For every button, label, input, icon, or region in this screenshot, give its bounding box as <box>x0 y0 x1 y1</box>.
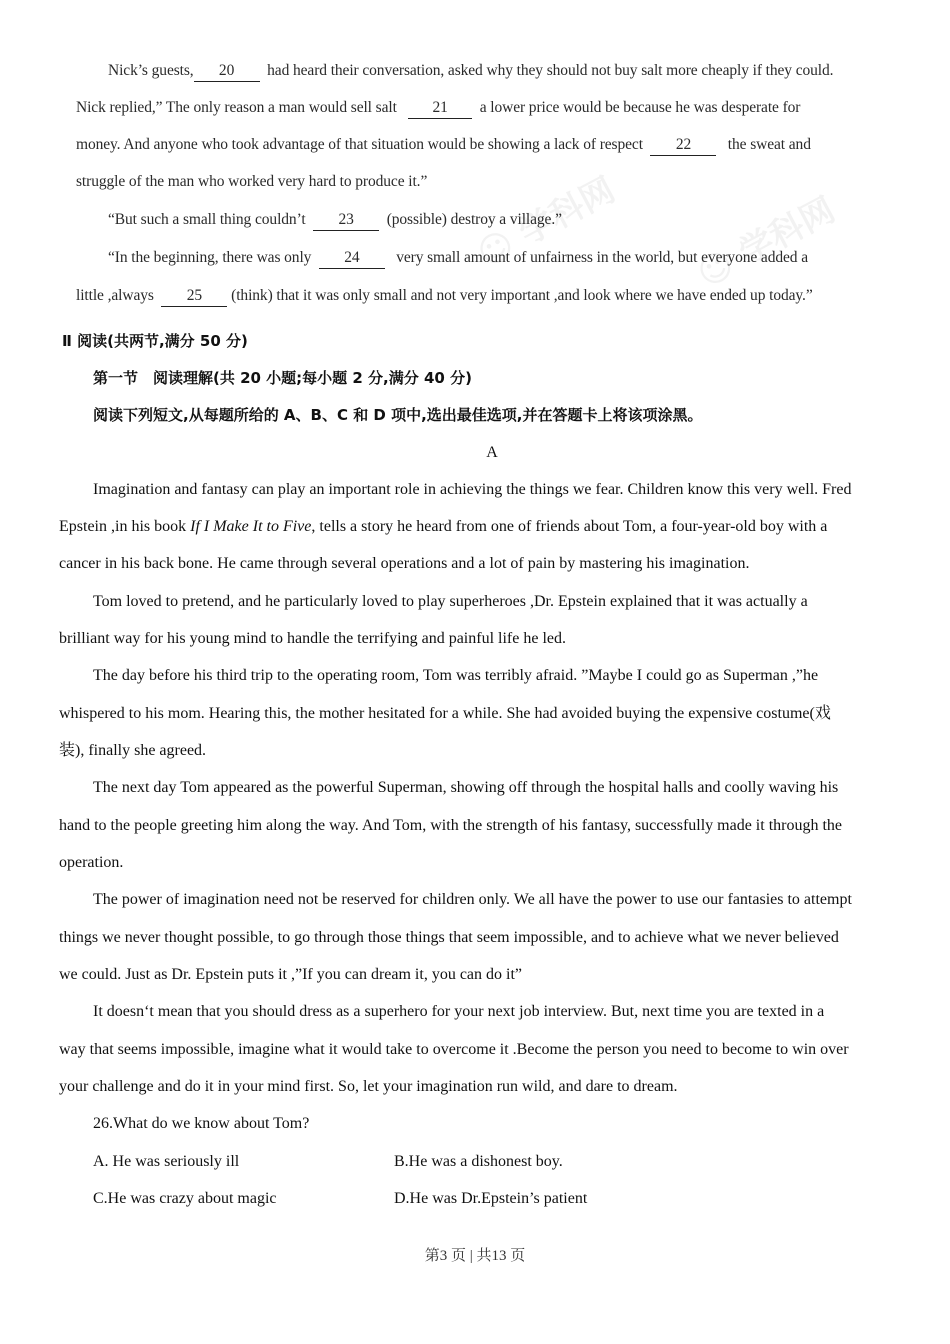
passage-line: 装), finally she agreed. <box>59 742 207 759</box>
passage-line: Epstein ,in his book If I Make It to Five, tells a story he heard from one of friends about Tom, a four-year-old boy with a <box>59 518 828 535</box>
passage-line: brilliant way for his young mind to handle the terrifying and painful life he led. <box>59 630 566 647</box>
cloze-line: Nick’s guests, 20 had heard their conversation, asked why they should not buy salt more cheaply if they could. <box>108 61 833 82</box>
passage-line: your challenge and do it in your mind first. So, let your imagination run wild, and dare to dream. <box>59 1078 678 1095</box>
section-subheading: 第一节 阅读理解(共 20 小题;每小题 2 分,满分 40 分) <box>93 369 472 387</box>
passage-title: A <box>486 444 498 461</box>
cloze-line: “But such a small thing couldn’t 23 (possible) destroy a village.” <box>108 210 562 231</box>
passage-line: The day before his third trip to the operating room, Tom was terribly afraid. ”Maybe I could go as Superman ,”he <box>93 667 819 684</box>
section-heading: Ⅱ 阅读(共两节,满分 50 分) <box>62 332 248 350</box>
page-footer: 第3 页 | 共13 页 <box>424 1248 526 1264</box>
option-b[interactable]: B.He was a dishonest boy. <box>394 1153 563 1170</box>
book-title: If I Make It to Five <box>190 518 312 535</box>
section-instruction: 阅读下列短文,从每题所给的 A、B、C 和 D 项中,选出最佳选项,并在答题卡上将该项涂黑。 <box>93 406 703 424</box>
passage-line: whispered to his mom. Hearing this, the mother hesitated for a while. She had avoided buying the expensive costume(戏 <box>59 705 831 722</box>
passage-line: Imagination and fantasy can play an important role in achieving the things we fear. Children know this very well. Fred <box>93 481 852 498</box>
passage-line: operation. <box>59 854 124 871</box>
cloze-line: little ,always 25 (think) that it was only small and not very important ,and look where we have ended up today.” <box>76 286 813 307</box>
passage-line: things we never thought possible, to go through those things that seem impossible, and to achieve what we never believed <box>59 929 839 946</box>
blank-22: 22 <box>650 135 716 156</box>
blank-23: 23 <box>313 210 379 231</box>
option-d[interactable]: D.He was Dr.Epstein’s patient <box>394 1190 588 1207</box>
cloze-line: struggle of the man who worked very hard to produce it.” <box>76 173 428 190</box>
passage-line: we could. Just as Dr. Epstein puts it ,”If you can dream it, you can do it” <box>59 966 523 983</box>
blank-21: 21 <box>408 98 472 119</box>
blank-20: 20 <box>194 61 260 82</box>
passage-line: Tom loved to pretend, and he particularly loved to play superheroes ,Dr. Epstein explained that it was actually a <box>93 593 808 610</box>
passage-line: cancer in his back bone. He came through several operations and a lot of pain by mastering his imagination. <box>59 555 750 572</box>
passage-line: The next day Tom appeared as the powerful Superman, showing off through the hospital halls and coolly waving his <box>93 779 839 796</box>
blank-24: 24 <box>319 248 385 269</box>
passage-line: It doesn‘t mean that you should dress as a superhero for your next job interview. But, next time you are texted in a <box>93 1003 825 1020</box>
cloze-line: Nick replied,” The only reason a man would sell salt 21 a lower price would be because he was desperate for <box>76 98 800 119</box>
option-a[interactable]: A. He was seriously ill <box>93 1153 240 1170</box>
question-stem: 26.What do we know about Tom? <box>93 1115 310 1132</box>
passage-line: The power of imagination need not be reserved for children only. We all have the power to use our fantasies to attempt <box>93 891 852 908</box>
passage-line: hand to the people greeting him along the way. And Tom, with the strength of his fantasy, successfully made it through the <box>59 817 843 834</box>
watermark-logo: ☺ 学科网 <box>690 189 842 296</box>
watermark-logo: ☺ 学科网 <box>470 169 622 276</box>
option-c[interactable]: C.He was crazy about magic <box>93 1190 277 1207</box>
cloze-line: money. And anyone who took advantage of that situation would be showing a lack of respect 22 the sweat and <box>76 135 811 156</box>
passage-line: way that seems impossible, imagine what it would take to overcome it .Become the person you need to become to win over <box>59 1041 849 1058</box>
cloze-line: “In the beginning, there was only 24 very small amount of unfairness in the world, but everyone added a <box>108 248 808 269</box>
blank-25: 25 <box>161 286 227 307</box>
